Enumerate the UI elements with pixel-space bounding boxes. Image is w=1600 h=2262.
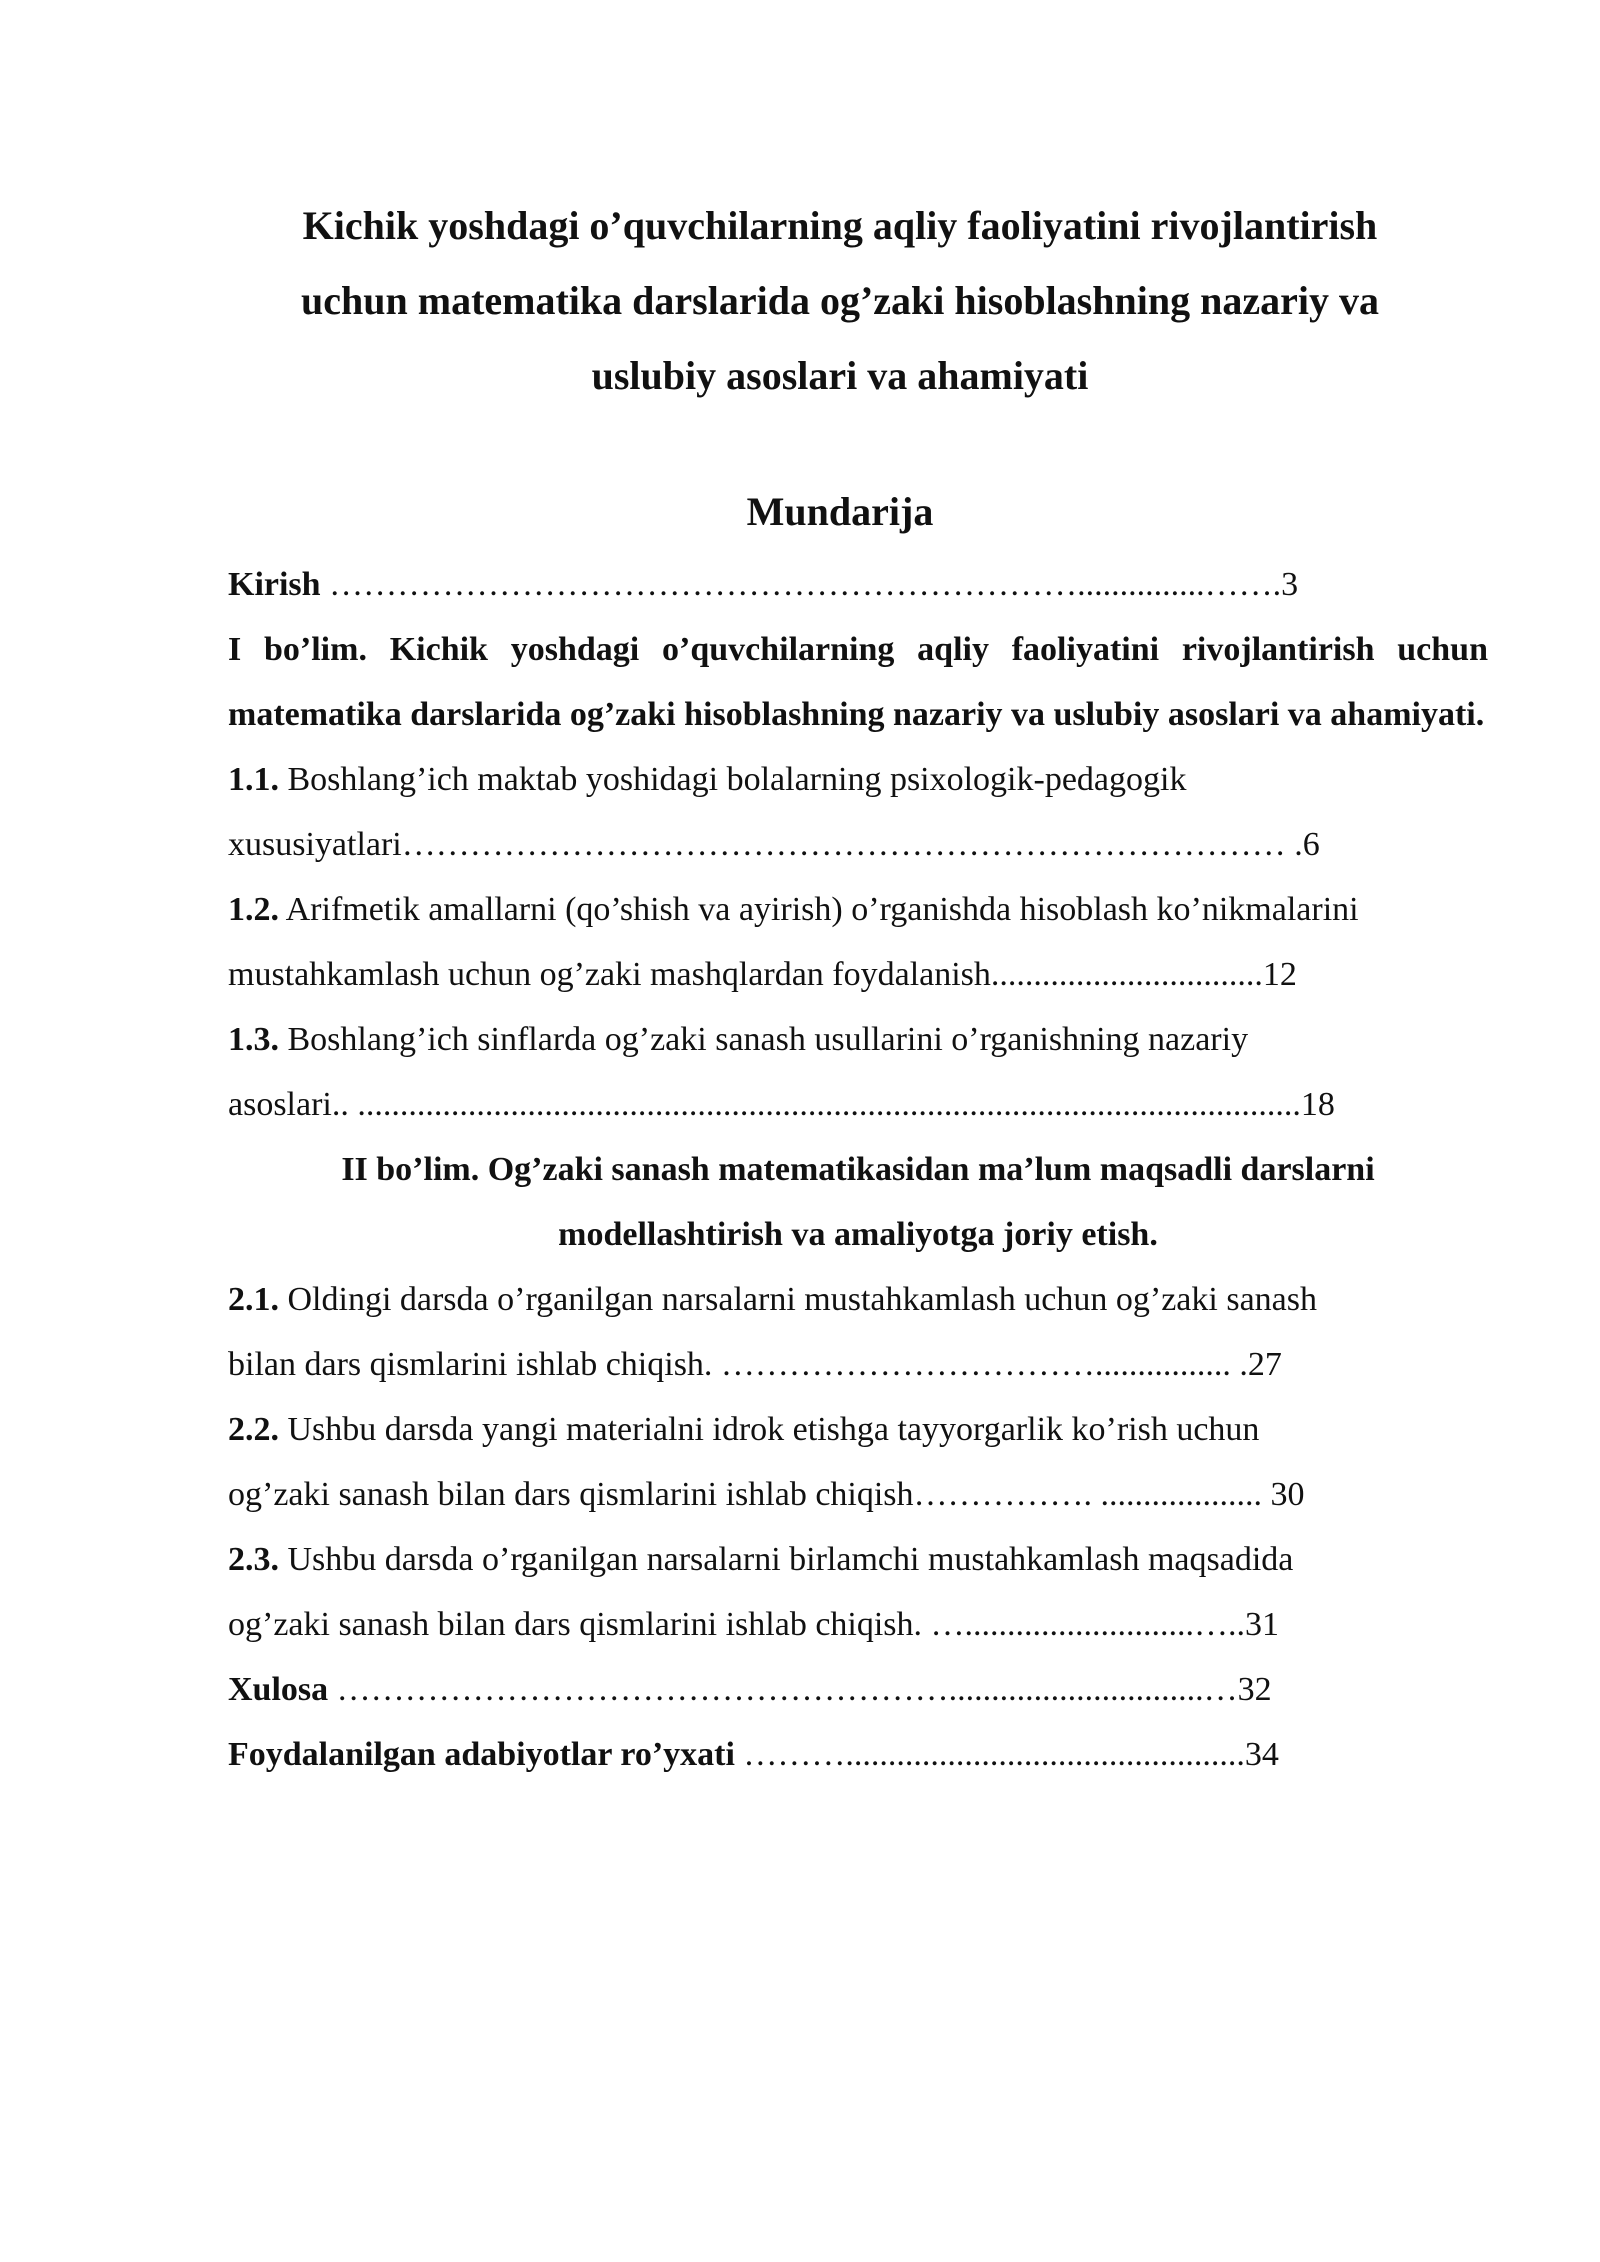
toc-2-3-line-1: Ushbu darsda o’rganilgan narsalarni birlamchi mustahkamlash maqsadida bbox=[279, 1541, 1294, 1578]
toc-entry-2-3-cont: og’zaki sanash bilan dars qismlarini ishlab chiqish. …...........................…..31 bbox=[228, 1606, 1280, 1643]
contents-heading: Mundarija bbox=[746, 489, 934, 534]
toc-entry-1-2 bbox=[228, 877, 1488, 942]
toc-entry-1-2-cont: mustahkamlash uchun og’zaki mashqlardan foydalanish................................12 bbox=[228, 956, 1297, 993]
toc-1-2-number: 1.2. bbox=[228, 891, 279, 928]
toc-1-3-line-1: Boshlang’ich sinflarda og’zaki sanash usullarini o’rganishning nazariy bbox=[279, 1021, 1249, 1058]
toc-2-1-line-1: Oldingi darsda o’rganilgan narsalarni mustahkamlash uchun og’zaki sanash bbox=[279, 1281, 1317, 1318]
document-title bbox=[240, 188, 1440, 413]
toc-intro-label: Kirish bbox=[228, 566, 321, 603]
title-line-2: uchun matematika darslarida og’zaki hisoblashning nazariy va bbox=[301, 278, 1379, 323]
toc-2-1-number: 2.1. bbox=[228, 1281, 279, 1318]
toc-part-2-line-2: modellashtirish va amaliyotga joriy etish. bbox=[558, 1216, 1158, 1253]
toc-conclusion-leader: ………………………………………………..............................…32 bbox=[328, 1671, 1272, 1708]
toc-part-2-line-1: II bo’lim. Og’zaki sanash matematikasidan ma’lum maqsadli darslarni bbox=[341, 1151, 1375, 1188]
table-of-contents bbox=[228, 552, 1488, 1787]
toc-entry-2-2-cont: og’zaki sanash bilan dars qismlarini ishlab chiqish……………. ................... 30 bbox=[228, 1476, 1305, 1513]
toc-entry-2-1-cont: bilan dars qismlarini ishlab chiqish. ……………………………................ .27 bbox=[228, 1346, 1282, 1383]
toc-entry-1-1 bbox=[228, 747, 1488, 812]
toc-entry-2-3 bbox=[228, 1527, 1488, 1592]
toc-references-label: Foydalanilgan adabiyotlar ro’yxati bbox=[228, 1736, 735, 1773]
toc-1-1-line-1: Boshlang’ich maktab yoshidagi bolalarning psixologik-pedagogik bbox=[279, 761, 1187, 798]
toc-entry-part-1: I bo’lim. Kichik yoshdagi o’quvchilarning aqliy faoliyatini rivojlantirish uchun matematika darslarida og’zaki hisoblashning nazariy va uslubiy asoslari va ahamiyati. bbox=[228, 631, 1488, 733]
toc-1-3-number: 1.3. bbox=[228, 1021, 279, 1058]
toc-intro-leader: …………………………………………………………...............…….3 bbox=[320, 566, 1299, 603]
toc-entry-2-2 bbox=[228, 1397, 1488, 1462]
toc-1-1-number: 1.1. bbox=[228, 761, 279, 798]
toc-2-2-number: 2.2. bbox=[228, 1411, 279, 1448]
toc-entry-1-1-cont: xususiyatlari…………………………………………………………………… .6 bbox=[228, 826, 1320, 863]
toc-references-leader: ………...............................................34 bbox=[734, 1736, 1279, 1773]
title-line-1: Kichik yoshdagi o’quvchilarning aqliy faoliyatini rivojlantirish bbox=[302, 203, 1378, 248]
toc-entry-1-3-cont: asoslari.. ...............................................................................................................18 bbox=[228, 1086, 1335, 1123]
toc-2-3-number: 2.3. bbox=[228, 1541, 279, 1578]
toc-entry-2-1 bbox=[228, 1267, 1488, 1332]
toc-entry-conclusion bbox=[228, 1657, 1488, 1722]
toc-entry-1-3 bbox=[228, 1007, 1488, 1072]
toc-entry-references bbox=[228, 1722, 1488, 1787]
toc-entry-part-2 bbox=[228, 1137, 1488, 1267]
toc-2-2-line-1: Ushbu darsda yangi materialni idrok etishga tayyorgarlik ko’rish uchun bbox=[279, 1411, 1260, 1448]
toc-entry-intro bbox=[228, 552, 1488, 617]
toc-conclusion-label: Xulosa bbox=[228, 1671, 329, 1708]
toc-1-2-line-1: Arifmetik amallarni (qo’shish va ayirish) o’rganishda hisoblash ko’nikmalarini bbox=[279, 891, 1359, 928]
title-line-3: uslubiy asoslari va ahamiyati bbox=[591, 353, 1089, 398]
